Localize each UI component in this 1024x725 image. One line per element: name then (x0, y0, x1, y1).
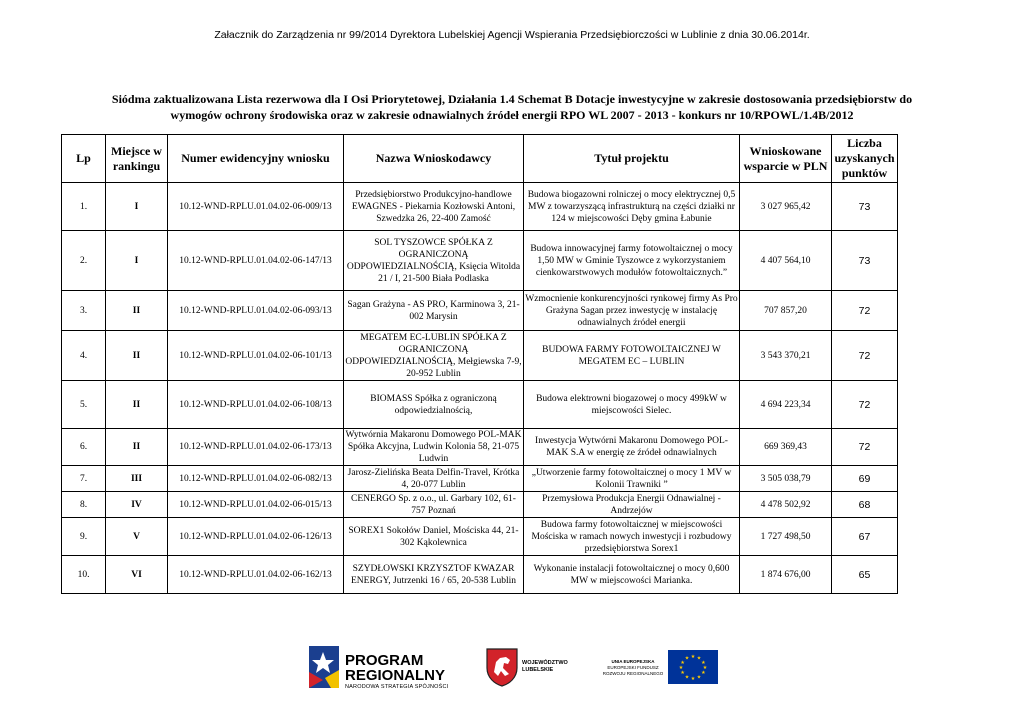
program-regionalny-text (345, 653, 448, 691)
cell-applicant: Sagan Grażyna - AS PRO, Karminowa 3, 21-002 Marysin (344, 291, 524, 331)
cell-points: 69 (832, 466, 898, 492)
table-row (62, 291, 898, 331)
table-row (62, 331, 898, 381)
reserve-list-table (61, 134, 898, 594)
cell-rank: II (106, 291, 168, 331)
col-header-amount: Wnioskowane wsparcie w PLN (740, 135, 832, 183)
cell-project: „Utworzenie farmy fotowoltaicznej o mocy 1 MV w Kolonii Trawniki ” (524, 466, 740, 492)
svg-text:★: ★ (684, 655, 690, 662)
cell-points: 73 (832, 183, 898, 231)
ue-line-2: EUROPEJSKI FUNDUSZ (607, 665, 659, 670)
svg-text:★: ★ (678, 665, 684, 671)
title-line-1: Siódma zaktualizowana Lista rezerwowa dla I Osi Priorytetowej, Działania 1.4 Schemat B Dotacje inwestycyjne w zakresie dostosowania przedsiębiorstw do (111, 92, 913, 106)
cell-applicant: Wytwórnia Makaronu Domowego POL-MAK Spółka Akcyjna, Ludwin Kolonia 58, 21-075 Ludwin (344, 429, 524, 466)
woj-line-1: WOJEWÓDZTWO (522, 660, 568, 666)
cell-lp: 10. (62, 556, 106, 594)
cell-project: Inwestycja Wytwórni Makaronu Domowego POL-MAK S.A w energię ze źródeł odnawialnych (524, 429, 740, 466)
cell-rank: VI (106, 556, 168, 594)
title-line-2: wymogów ochrony środowiska oraz w zakresie odnawialnych źródeł energii RPO WL 2007 - 2013 - konkurs nr 10/RPOWL/1.4B/2012 (170, 108, 854, 122)
header-note: Załacznik do Zarządzenia nr 99/2014 Dyrektora Lubelskiej Agencji Wspierania Przedsiębiorczości w Lublinie z dnia 30.06.2014r. (214, 29, 810, 41)
cell-number: 10.12-WND-RPLU.01.04.02-06-009/13 (168, 183, 344, 231)
table-row (62, 381, 898, 429)
cell-project: Wzmocnienie konkurencyjności rynkowej firmy As Pro Grażyna Sagan przez inwestycję w instalację odnawialnych źródeł energii (524, 291, 740, 331)
cell-rank: V (106, 518, 168, 556)
cell-lp: 7. (62, 466, 106, 492)
cell-amount: 4 478 502,92 (740, 492, 832, 518)
table-row (62, 518, 898, 556)
cell-rank: I (106, 183, 168, 231)
cell-number: 10.12-WND-RPLU.01.04.02-06-101/13 (168, 331, 344, 381)
cell-rank: II (106, 381, 168, 429)
svg-text:★: ★ (696, 655, 702, 662)
cell-amount: 707 857,20 (740, 291, 832, 331)
cell-rank: II (106, 331, 168, 381)
cell-applicant: CENERGO Sp. z o.o., ul. Garbary 102, 61-757 Poznań (344, 492, 524, 518)
cell-number: 10.12-WND-RPLU.01.04.02-06-082/13 (168, 466, 344, 492)
cell-rank: II (106, 429, 168, 466)
cell-lp: 1. (62, 183, 106, 231)
cell-amount: 1 874 676,00 (740, 556, 832, 594)
cell-lp: 2. (62, 231, 106, 291)
cell-amount: 4 694 223,34 (740, 381, 832, 429)
cell-project: Budowa elektrowni biogazowej o mocy 499kW w miejscowości Sielec. (524, 381, 740, 429)
cell-lp: 6. (62, 429, 106, 466)
cell-number: 10.12-WND-RPLU.01.04.02-06-147/13 (168, 231, 344, 291)
svg-text:★: ★ (701, 660, 706, 666)
cell-rank: IV (106, 492, 168, 518)
cell-applicant: SZYDŁOWSKI KRZYSZTOF KWAZAR ENERGY, Jutrzenki 16 / 65, 20-538 Lublin (344, 556, 524, 594)
col-header-lp: Lp (62, 135, 106, 183)
cell-points: 72 (832, 381, 898, 429)
table-row (62, 429, 898, 466)
cell-points: 65 (832, 556, 898, 594)
cell-amount: 3 505 038,79 (740, 466, 832, 492)
cell-number: 10.12-WND-RPLU.01.04.02-06-108/13 (168, 381, 344, 429)
cell-amount: 1 727 498,50 (740, 518, 832, 556)
cell-points: 72 (832, 291, 898, 331)
col-header-points: Liczba uzyskanych punktów (832, 135, 898, 183)
cell-points: 72 (832, 331, 898, 381)
program-line-2: REGIONALNY (345, 667, 446, 684)
cell-number: 10.12-WND-RPLU.01.04.02-06-162/13 (168, 556, 344, 594)
cell-rank: I (106, 231, 168, 291)
cell-project: Budowa innowacyjnej farmy fotowoltaicznej o mocy 1,50 MW w Gminie Tyszowce z wykorzystaniem cienkowarstwowych modułów fotowoltaicznych.” (524, 231, 740, 291)
svg-text:★: ★ (690, 676, 696, 682)
col-header-rank: Miejsce w rankingu (106, 135, 168, 183)
cell-amount: 669 369,43 (740, 429, 832, 466)
svg-text:★: ★ (690, 654, 696, 660)
table-row (62, 492, 898, 518)
cell-points: 67 (832, 518, 898, 556)
cell-amount: 4 407 564,10 (740, 231, 832, 291)
cell-points: 73 (832, 231, 898, 291)
svg-text:★: ★ (684, 674, 690, 681)
cell-lp: 5. (62, 381, 106, 429)
col-header-applicant: Nazwa Wnioskodawcy (344, 135, 524, 183)
cell-project: Budowa biogazowni rolniczej o mocy elektrycznej 0,5 MW z towarzyszącą infrastrukturą na części działki nr 124 w miejscowości Dęby gmina Łabunie (524, 183, 740, 231)
cell-applicant: MEGATEM EC-LUBLIN SPÓŁKA Z OGRANICZONĄ ODPOWIEDZIALNOŚCIĄ, Mełgiewska 7-9, 20-952 Lublin (345, 332, 522, 379)
program-line-3: NARODOWA STRATEGIA SPÓJNOŚCI (345, 684, 449, 690)
document-title (60, 91, 964, 123)
ue-line-3: ROZWOJU REGIONALNEGO (602, 671, 664, 676)
cell-applicant: Jarosz-Zielińska Beata Delfin-Travel, Krótka 4, 20-077 Lublin (344, 466, 524, 492)
ue-line-1: UNIA EUROPEJSKA (611, 659, 655, 664)
ue-text (598, 659, 668, 677)
cell-number: 10.12-WND-RPLU.01.04.02-06-093/13 (168, 291, 344, 331)
cell-number: 10.12-WND-RPLU.01.04.02-06-126/13 (168, 518, 344, 556)
cell-project: Budowa farmy fotowoltaicznej w miejscowości Mościska w ramach nowych inwestycji i rozbudowy przedsiębiorstwa Sorex1 (524, 518, 740, 556)
wojewodztwo-text (522, 660, 568, 674)
cell-amount: 3 027 965,42 (740, 183, 832, 231)
cell-project: BUDOWA FARMY FOTOWOLTAICZNEJ W MEGATEM EC – LUBLIN (524, 331, 740, 381)
svg-text:★: ★ (701, 670, 706, 676)
cell-lp: 4. (62, 331, 106, 381)
table-row (62, 183, 898, 231)
svg-text:★: ★ (680, 670, 685, 676)
svg-text:★: ★ (680, 660, 685, 666)
cell-number: 10.12-WND-RPLU.01.04.02-06-173/13 (168, 429, 344, 466)
cell-points: 72 (832, 429, 898, 466)
cell-lp: 9. (62, 518, 106, 556)
cell-rank: III (106, 466, 168, 492)
eu-flag-icon (668, 650, 718, 684)
cell-applicant: SOREX1 Sokołów Daniel, Mościska 44, 21-302 Kąkolewnica (344, 518, 524, 556)
program-line-1: PROGRAM (345, 652, 424, 669)
table-row (62, 231, 898, 291)
woj-line-2: LUBELSKIE (522, 667, 554, 673)
cell-amount: 3 543 370,21 (740, 331, 832, 381)
col-header-project: Tytuł projektu (524, 135, 740, 183)
table-row (62, 466, 898, 492)
svg-text:★: ★ (702, 665, 708, 671)
table-header-row (62, 135, 898, 183)
cell-project: Przemysłowa Produkcja Energii Odnawialnej - Andrzejów (524, 492, 740, 518)
cell-applicant: SOL TYSZOWCE SPÓŁKA Z OGRANICZONĄ ODPOWIEDZIALNOŚCIĄ, Księcia Witolda 21 / I, 21-500 Biała Podlaska (344, 231, 524, 291)
cell-project: Wykonanie instalacji fotowoltaicznej o mocy 0,600 MW w miejscowości Marianka. (524, 556, 740, 594)
svg-text:★: ★ (696, 674, 702, 681)
program-regionalny-logo-icon (303, 642, 345, 692)
lubelskie-coat-of-arms-icon (484, 646, 520, 688)
cell-lp: 3. (62, 291, 106, 331)
cell-points: 68 (832, 492, 898, 518)
cell-lp: 8. (62, 492, 106, 518)
cell-applicant: Przedsiębiorstwo Produkcyjno-handlowe EWAGNES - Piekarnia Kozłowski Antoni, Szwedzka 26, 22-400 Zamość (344, 183, 524, 231)
col-header-number: Numer ewidencyjny wniosku (168, 135, 344, 183)
cell-applicant: BIOMASS Spółka z ograniczoną odpowiedzialnością, (344, 381, 524, 429)
table-row (62, 556, 898, 594)
cell-number: 10.12-WND-RPLU.01.04.02-06-015/13 (168, 492, 344, 518)
